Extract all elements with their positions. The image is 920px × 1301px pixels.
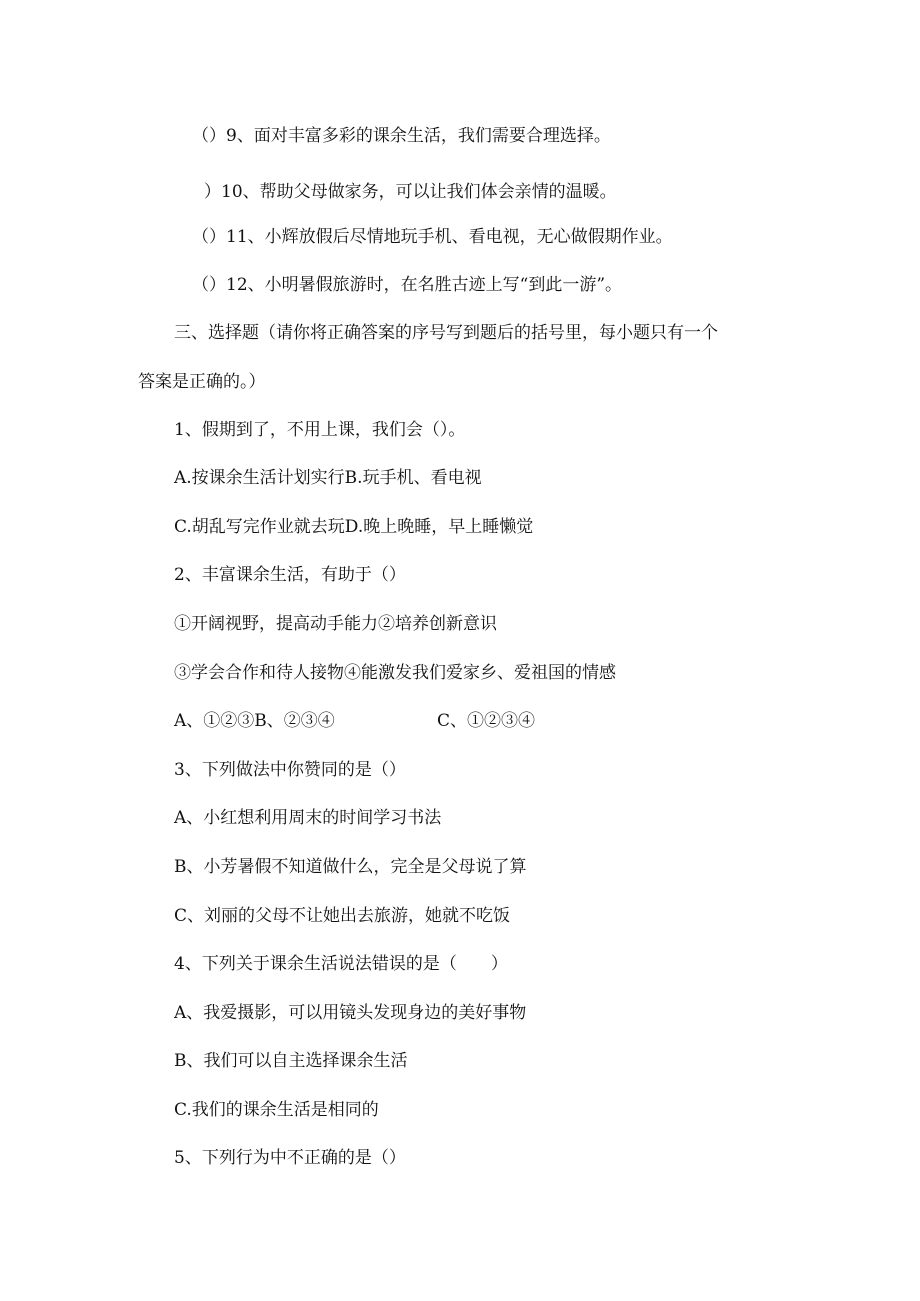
judgment-item-11: （）11、小辉放假后尽情地玩手机、看电视，无心做假期作业。 [192, 227, 673, 247]
question-4-option-b: B、我们可以自主选择课余生活 [174, 1051, 408, 1071]
question-2-statements: ①开阔视野，提高动手能力②培养创新意识 [174, 614, 497, 634]
question-3-stem: 3、下列做法中你赞同的是（） [174, 760, 406, 780]
judgment-item-9: （）9、面对丰富多彩的课余生活，我们需要合理选择。 [192, 126, 611, 146]
question-4-option-c: C.我们的课余生活是相同的 [174, 1100, 379, 1120]
question-2-option-c: C、①②③④ [437, 711, 536, 731]
question-3-option-a: A、小红想利用周末的时间学习书法 [174, 808, 442, 828]
question-1-options: C.胡乱写完作业就去玩D.晚上晚睡，早上睡懒觉 [174, 517, 534, 537]
judgment-item-10: ）10、帮助父母做家务，可以让我们体会亲情的温暖。 [204, 182, 617, 202]
question-3-option-b: B、小芳暑假不知道做什么，完全是父母说了算 [174, 857, 527, 877]
question-3-option-c: C、刘丽的父母不让她出去旅游，她就不吃饭 [174, 906, 511, 926]
question-1-stem: 1、假期到了，不用上课，我们会（）。 [174, 420, 466, 440]
question-4-option-a: A、我爱摄影，可以用镜头发现身边的美好事物 [174, 1003, 527, 1023]
question-2-stem: 2、丰富课余生活，有助于（） [174, 565, 406, 585]
question-4-stem: 4、下列关于课余生活说法错误的是（ ） [174, 954, 508, 974]
question-1-options: A.按课余生活计划实行B.玩手机、看电视 [174, 468, 482, 488]
judgment-item-12: （）12、小明暑假旅游时，在名胜古迹上写“到此一游”。 [192, 275, 623, 295]
question-2-statements: ③学会合作和待人接物④能激发我们爱家乡、爱祖国的情感 [174, 663, 616, 683]
section-heading-continued: 答案是正确的。） [138, 372, 266, 392]
section-heading: 三、选择题（请你将正确答案的序号写到题后的括号里，每小题只有一个 [174, 323, 718, 343]
question-5-stem: 5、下列行为中不正确的是（） [174, 1148, 406, 1168]
question-2-options-ab: A、①②③B、②③④ [174, 711, 335, 731]
